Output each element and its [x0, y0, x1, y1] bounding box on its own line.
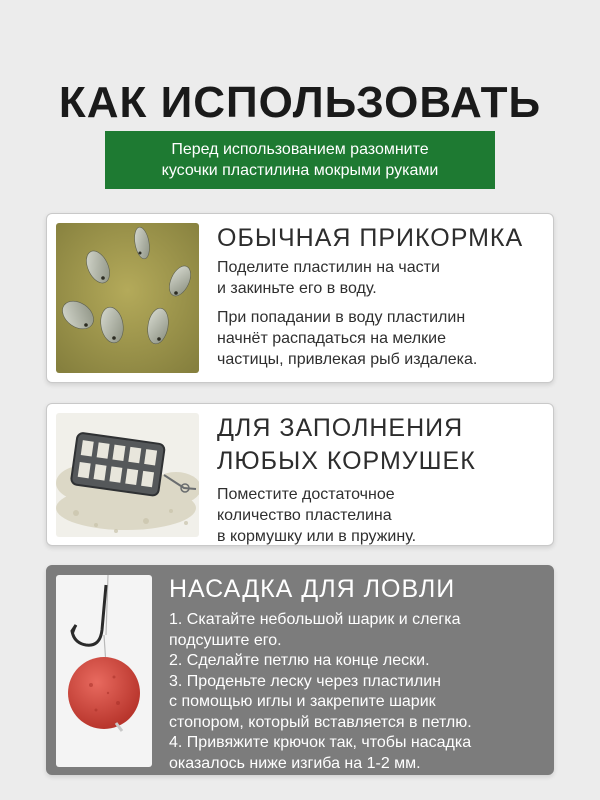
card-bait-for-fishing: [46, 565, 554, 775]
text-line: оказалось ниже изгиба на 1-2 мм.: [169, 754, 421, 772]
card-regular-groundbait: [46, 213, 554, 383]
card-heading: ОБЫЧНАЯ ПРИКОРМКА: [217, 224, 524, 252]
card-paragraph: [217, 257, 541, 299]
text-line: 1. Скатайте небольшой шарик и слегка: [169, 611, 461, 628]
text-line: частицы, привлекая рыб издалека.: [217, 351, 478, 368]
text-line: 3. Проденьте леску через пластилин: [169, 672, 441, 690]
card-paragraph: [217, 484, 541, 547]
card-heading: ДЛЯ ЗАПОЛНЕНИЯ: [217, 414, 464, 442]
feeder-cage-image: [56, 413, 199, 537]
text-line: количество пластелина: [217, 507, 392, 524]
card-heading: НАСАДКА ДЛЯ ЛОВЛИ: [169, 575, 456, 603]
text-line: Поместите достаточное: [217, 486, 395, 503]
text-line: 2. Сделайте петлю на конце лески.: [169, 652, 430, 669]
page-title: КАК ИСПОЛЬЗОВАТЬ: [58, 78, 542, 127]
banner-line: кусочки пластилина мокрыми руками: [161, 162, 439, 179]
text-line: и закиньте его в воду.: [217, 280, 377, 297]
instruction-banner: [105, 131, 495, 189]
card-paragraph: [169, 610, 541, 774]
fish-in-water-image: [56, 223, 199, 373]
text-line: в кормушку или в пружину.: [217, 528, 417, 545]
text-line: с помощью иглы и закрепите шарик: [169, 693, 436, 710]
banner-line: Перед использованием разомните: [171, 141, 429, 158]
text-line: начнёт распадаться на мелкие: [217, 330, 446, 347]
boilie-hook-image: [56, 575, 152, 767]
card-feeder-filling: [46, 403, 554, 546]
text-line: Поделите пластилин на части: [217, 259, 440, 276]
card-paragraph: [217, 307, 541, 370]
card-heading: ЛЮБЫХ КОРМУШЕК: [217, 447, 476, 475]
text-line: При попадании в воду пластилин: [217, 309, 466, 326]
text-line: подсушите его.: [169, 631, 282, 649]
text-line: 4. Привяжите крючок так, чтобы насадка: [169, 734, 472, 751]
text-line: стопором, который вставляется в петлю.: [169, 713, 472, 731]
